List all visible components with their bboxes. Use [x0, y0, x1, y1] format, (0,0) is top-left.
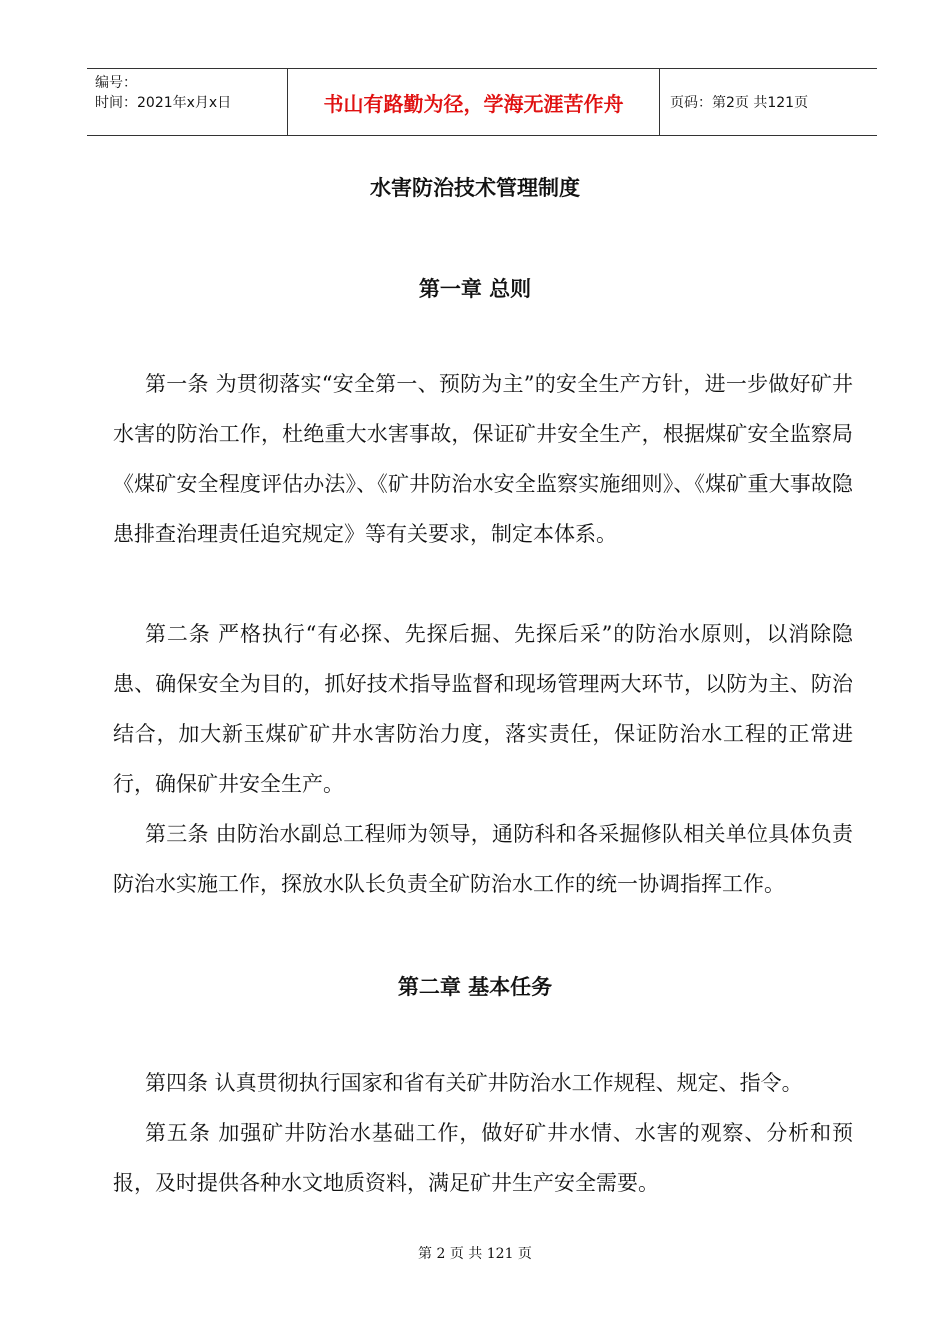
chapter-heading: 第一章 总则	[418, 277, 532, 301]
document-title: 水害防治技术管理制度	[370, 176, 580, 200]
page-header	[87, 68, 877, 136]
article-paragraph: 第二条 严格执行“有必探、先探后掘、先探后采”的防治水原则，以消除隐患、确保安全为目的，抓好技术指导监督和现场管理两大环节，以防为主、防治结合，加大新玉煤矿矿井水害防治力度，落实责任，保证防治水工程的正常进行，确保矿井安全生产。	[113, 622, 853, 796]
header-page-info: 页码：第2页 共121页	[670, 95, 809, 111]
header-meta	[87, 69, 287, 135]
article-paragraph: 第四条 认真贯彻执行国家和省有关矿井防治水工作规程、规定、指令。	[145, 1071, 803, 1095]
page-footer: 第 2 页 共 121 页	[418, 1246, 532, 1262]
article-paragraph: 第五条 加强矿井防治水基础工作，做好矿井水情、水害的观察、分析和预报，及时提供各种水文地质资料，满足矿井生产安全需要。	[113, 1121, 853, 1195]
header-motto: 书山有路勤为径，学海无涯苦作舟	[287, 69, 660, 135]
date-label: 时间：2021年x月x日	[95, 95, 232, 111]
article-paragraph: 第一条 为贯彻落实“安全第一、预防为主”的安全生产方针，进一步做好矿井水害的防治工作，杜绝重大水害事故，保证矿井安全生产，根据煤矿安全监察局《煤矿安全程度评估办法》、《矿井防治水安全监察实施细则》、《煤矿重大事故隐患排查治理责任追究规定》等有关要求，制定本体系。	[113, 372, 853, 546]
serial-label: 编号：	[95, 75, 137, 91]
article-paragraph: 第三条 由防治水副总工程师为领导，通防科和各采掘修队相关单位具体负责防治水实施工作，探放水队长负责全矿防治水工作的统一协调指挥工作。	[113, 822, 853, 896]
chapter-heading: 第二章 基本任务	[397, 975, 553, 999]
